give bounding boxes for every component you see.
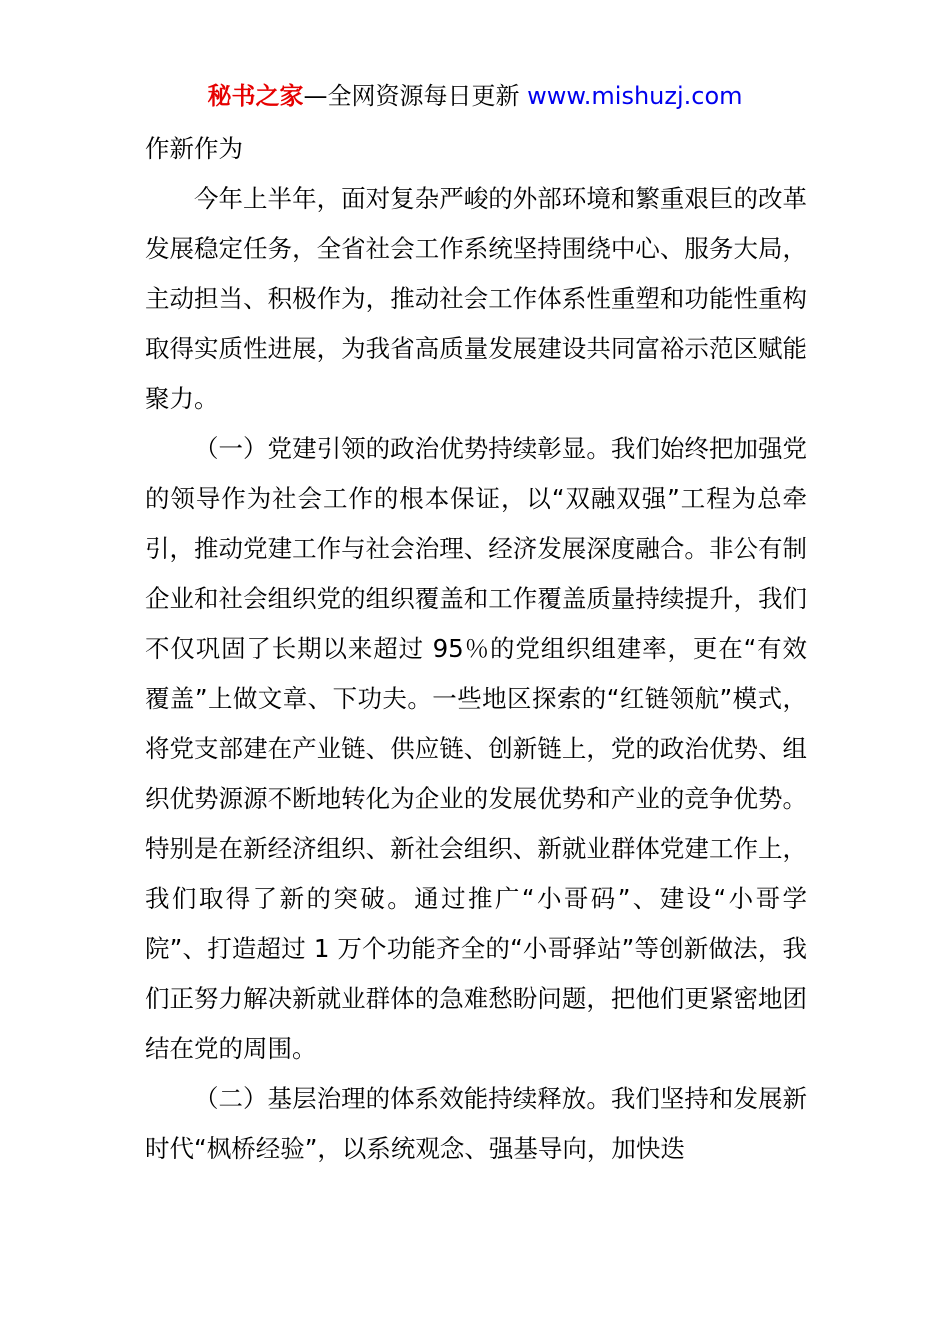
paragraph-intro: 今年上半年，面对复杂严峻的外部环境和繁重艰巨的改革发展稳定任务，全省社会工作系统坚持围绕中心、服务大局，主动担当、积极作为，推动社会工作体系性重塑和功能性重构取得实质性进展，为我省高质量发展建设共同富裕示范区赋能聚力。	[145, 184, 807, 413]
paragraph-continuation: 作新作为	[145, 134, 243, 163]
site-url-link[interactable]: www.mishuzj.com	[527, 82, 743, 110]
site-header	[0, 78, 950, 114]
paragraph-section-2: （二）基层治理的体系效能持续释放。我们坚持和发展新时代“枫桥经验”，以系统观念、强基导向，加快迭	[145, 1084, 807, 1163]
paragraph-section-1: （一）党建引领的政治优势持续彰显。我们始终把加强党的领导作为社会工作的根本保证，以“双融双强”工程为总牵引，推动党建工作与社会治理、经济发展深度融合。非公有制企业和社会组织党的组织覆盖和工作覆盖质量持续提升，我们不仅巩固了长期以来超过 95％的党组织组建率，更在“有效覆盖”上做文章、下功夫。一些地区探索的“红链领航”模式，将党支部建在产业链、供应链、创新链上，党的政治优势、组织优势源源不断地转化为企业的发展优势和产业的竞争优势。特别是在新经济组织、新社会组织、新就业群体党建工作上，我们取得了新的突破。通过推广“小哥码”、建设“小哥学院”、打造超过 1 万个功能齐全的“小哥驿站”等创新做法，我们正努力解决新就业群体的急难愁盼问题，把他们更紧密地团结在党的周围。	[145, 434, 807, 1063]
brand-name: 秘书之家	[207, 82, 304, 110]
document-body	[145, 124, 807, 1174]
header-tagline: —全网资源每日更新	[303, 82, 520, 110]
